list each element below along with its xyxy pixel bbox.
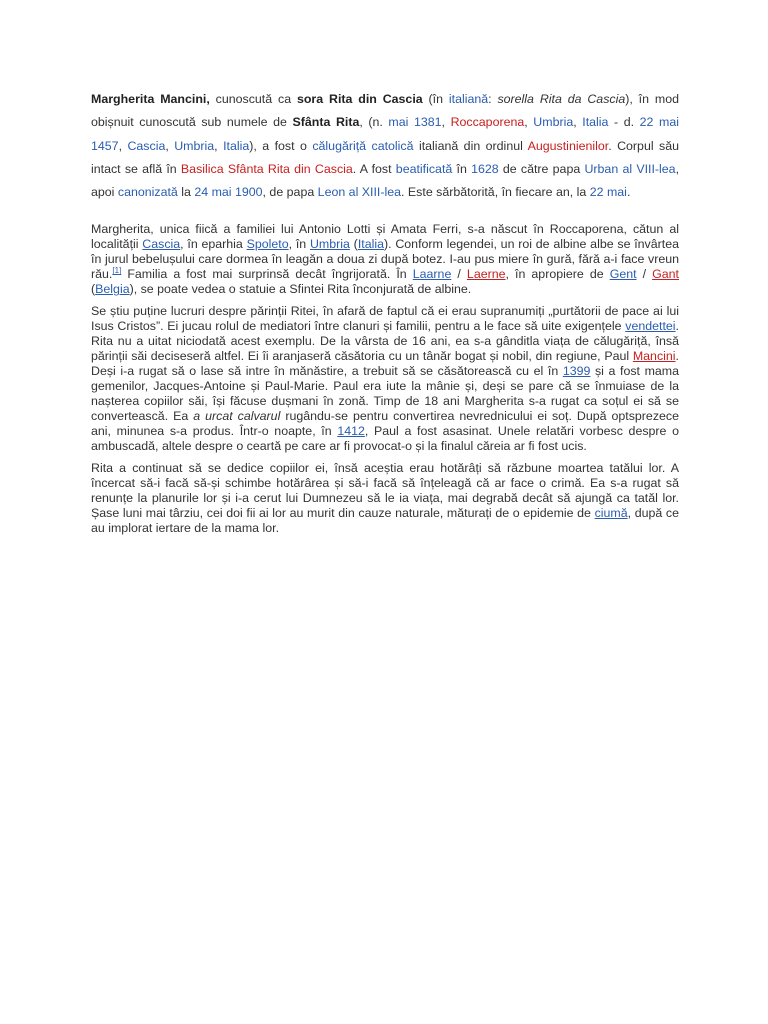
link-basilica-sfanta-rita-din-cascia[interactable]: Basilica Sfânta Rita din Cascia xyxy=(180,161,353,176)
link-belgia[interactable]: Belgia xyxy=(95,282,130,297)
link-leon-al-xiii-lea[interactable]: Leon al XIII-lea xyxy=(317,185,402,200)
link-italiana[interactable]: italiană xyxy=(448,92,489,106)
text-run: . xyxy=(626,185,631,200)
text-run: , xyxy=(118,138,128,153)
link-vendettei[interactable]: vendettei xyxy=(625,319,676,334)
text-run: în xyxy=(452,161,472,176)
link-umbria[interactable]: Umbria xyxy=(174,138,215,153)
text-run: Margherita, unica fiică a familiei lui Antonio Lotti și Amata Ferri, s-a născut în Roccaporena, cătun al localității xyxy=(91,222,679,252)
text-run: . A fost xyxy=(352,161,396,176)
citation-link[interactable]: [1] xyxy=(112,266,122,276)
text-run: la xyxy=(177,185,195,200)
text-run: , după ce au implorat iertare de la mama lor. xyxy=(91,506,679,536)
text-run: (în xyxy=(422,92,449,106)
text-run: , Paul a fost asasinat. Unele relatări vorbesc despre o ambuscadă, altele despre o ceartă pe care ar fi provocat-o și la finalul căreia ar fi fost ucis. xyxy=(91,424,679,454)
text-run: . Deși i-a rugat să o lase să intre în mănăstire, a trebuit să se căsătorească cu el în xyxy=(91,349,679,379)
text-run: ). Conform legendei, un roi de albine albe se învârtea în jurul bebelușului care dormea în leagăn a doua zi după botez. I-au pus miere în gură, fără a-i face vreun rău. xyxy=(91,237,679,282)
link-1412[interactable]: 1412 xyxy=(337,424,365,439)
text-run: - d. xyxy=(608,115,640,130)
marriage-paragraph xyxy=(91,304,679,454)
text-run: . Este sărbătorită, în fiecare an, la xyxy=(401,185,590,200)
text-run: , de papa xyxy=(262,185,318,200)
link-canonizata[interactable]: canonizată xyxy=(117,185,178,200)
article xyxy=(91,88,679,536)
text-run: Rita a continuat să se dedice copiilor ei, însă aceștia erau hotărâți să răzbune moartea tatălui lor. A încercat să-i facă să-și schimbe hotărârea și să-i facă să înțeleagă că ar face o crimă. Ea s-a rugat să renunțe la planurile lor și i-a cerut lui Dumnezeu să le ia viața, mai degrabă decât să ajungă ca tatăl lor. Șase luni mai târziu, cei doi fii ai lor au murit din cauze naturale, măturați de o epidemie de xyxy=(91,461,679,521)
link-24-mai-1900[interactable]: 24 mai 1900 xyxy=(194,185,263,200)
link-cascia[interactable]: Cascia xyxy=(142,237,181,252)
text-run: , xyxy=(441,115,451,130)
text-run: , în apropiere de xyxy=(505,267,610,282)
link-augustinienilor[interactable]: Augustinienilor xyxy=(527,138,609,153)
text-run: , xyxy=(573,115,583,130)
link-cascia[interactable]: Cascia xyxy=(127,138,166,153)
link-ciuma[interactable]: ciumă xyxy=(594,506,628,521)
text-run: rugându-se pentru convertirea nevrednicului ei soț. După optsprezece ani, minunea s-a produs. Într-o noapte, în xyxy=(91,409,679,439)
link-laarne[interactable]: Laarne xyxy=(412,267,452,282)
link-italia[interactable]: Italia xyxy=(582,115,609,130)
link-mancini[interactable]: Mancini xyxy=(632,349,676,364)
link-beatificata[interactable]: beatificată xyxy=(395,161,453,176)
text-run: / xyxy=(636,267,653,282)
text-run: , apoi xyxy=(91,161,680,200)
link-gant[interactable]: Gant xyxy=(652,267,680,282)
text-run: italiană din ordinul xyxy=(413,138,528,153)
text-run: , xyxy=(214,138,224,153)
text-run: , în xyxy=(288,237,310,252)
link-umbria[interactable]: Umbria xyxy=(533,115,574,130)
text-run: . Corpul său intact se află în xyxy=(91,138,680,176)
text-run: ( xyxy=(91,282,96,297)
birth-legend-paragraph xyxy=(91,222,679,297)
text-run: cunoscută ca xyxy=(209,92,297,106)
bold-term: Sfânta Rita xyxy=(292,115,360,130)
link-umbria[interactable]: Umbria xyxy=(309,237,350,252)
citation-superscript xyxy=(112,266,121,275)
italic-text: sorella Rita da Cascia xyxy=(497,92,626,106)
text-run: . Rita nu a uitat niciodată acest exemplu. De la vârsta de 16 ani, ea s-a gânditla viața de călugăriță, însă părinții săi deciseseră altfel. Ei îi aranjaseră căsătoria cu un tânăr bogat și nobil, din regiune, Paul xyxy=(91,319,679,364)
text-run: : xyxy=(488,92,498,106)
link-calugarita-catolica[interactable]: călugăriță catolică xyxy=(312,138,414,153)
text-run: Se știu puține lucruri despre părinții Ritei, în afară de faptul că ei erau supranumiți „purtătorii de pace ai lui Isus Cristos”. Ei jucau rolul de mediatori între clanuri și familii, pentru a le face să uite exigențele xyxy=(91,304,679,334)
link-1628[interactable]: 1628 xyxy=(471,161,499,176)
text-run: ( xyxy=(349,237,358,252)
text-run: ), se poate vedea o statuie a Sfintei Rita înconjurată de albine. xyxy=(129,282,472,297)
text-run: ), a fost o xyxy=(249,138,313,153)
text-run: și a fost mama gemenilor, Jacques-Antoine și Paul-Marie. Paul era iute la mânie și, deși se pare că se înmuiase de la nașterea copiilor săi, își făcuse dușmani în zonă. Timp de 18 ani Margherita s-a rugat ca soțul ei să se convertească. Ea xyxy=(91,364,679,424)
link-italia[interactable]: Italia xyxy=(357,237,384,252)
link-italia[interactable]: Italia xyxy=(223,138,250,153)
text-run: de către papa xyxy=(498,161,585,176)
text-run: Familia a fost mai surprinsă decât îngrijorată. În xyxy=(121,267,413,282)
text-run: ), în mod obișnuit cunoscută sub numele de xyxy=(91,92,679,130)
link-spoleto[interactable]: Spoleto xyxy=(246,237,289,252)
sons-paragraph xyxy=(91,461,679,536)
link-laerne[interactable]: Laerne xyxy=(466,267,506,282)
text-run: / xyxy=(451,267,467,282)
text-run: , xyxy=(524,115,534,130)
bold-term: sora Rita din Cascia xyxy=(296,92,423,106)
link-urban-al-viii-lea[interactable]: Urban al VIII-lea xyxy=(584,161,676,176)
text-run: , xyxy=(165,138,175,153)
link-roccaporena[interactable]: Roccaporena xyxy=(450,115,525,130)
link-22-mai-1457[interactable]: 22 mai 1457 xyxy=(91,115,679,153)
text-run: , în eparhia xyxy=(180,237,247,252)
text-run: , (n. xyxy=(359,115,389,130)
bold-term: Margherita Mancini, xyxy=(91,92,210,106)
link-gent[interactable]: Gent xyxy=(609,267,637,282)
italic-text: a urcat calvarul xyxy=(193,409,281,424)
link-22-mai[interactable]: 22 mai xyxy=(589,185,627,200)
link-mai-1381[interactable]: mai 1381 xyxy=(388,115,442,130)
link-1399[interactable]: 1399 xyxy=(562,364,591,379)
intro-paragraph xyxy=(91,88,679,204)
